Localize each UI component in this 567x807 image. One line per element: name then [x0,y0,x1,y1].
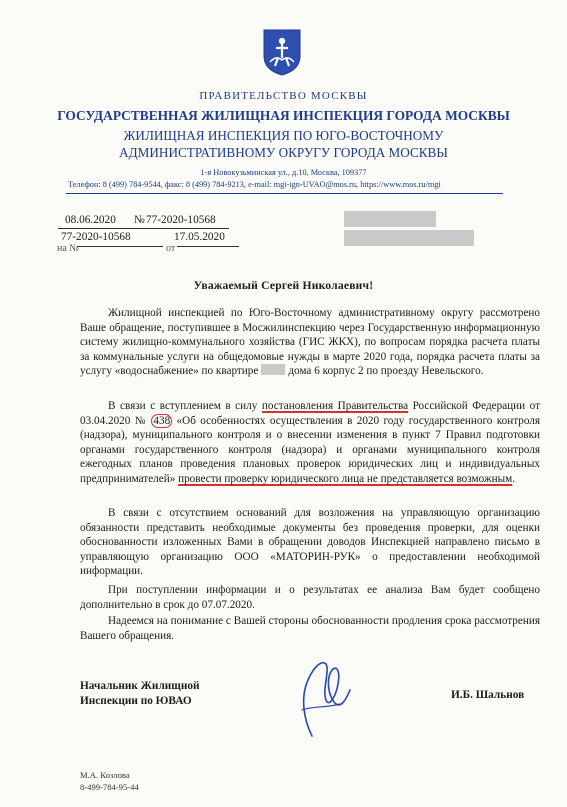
date-line [58,228,134,229]
letter-number: 77-2020-10568 [146,214,216,226]
paragraph-2-federation: Российской Федерации от 03.04.2020 № [80,400,541,427]
signatory-name: И.Б. Шальнов [451,689,525,701]
paragraph-2-title: «Об особенностях осуществления в 2020 году государственного контроля (надзора), муниципального контроля и о внесении изменения в пункт 7 Правил подготовки органами государственного контроля (надзора) и органами муниципального контроля ежегодных планов проведения плановых проверок юридических лиц и индивидуальных предпринимателей» [80,414,541,485]
paragraph-4: При поступлении информации и о результатах ее анализа Вам будет сообщено дополнительно в срок до 07.07.2020. [80,584,540,611]
salutation: Уважаемый Сергей Николаевич! [193,279,374,292]
inspection-impossible-statement: провести проверку юридического лица не представляется возможным [178,472,513,485]
paragraph-1 [80,306,540,379]
department-name-line2: АДМИНИСТРАТИВНОМУ ОКРУГУ ГОРОДА МОСКВЫ [119,145,448,160]
contacts: Телефон: 8 (499) 784-9544, факс: 8 (499) 784-9213, e-mail: mgi-ign-UVAO@mos.ru, https://www.mos.ru/mgi [68,180,441,189]
paragraph-1-text: Жилищной инспекцией по Юго-Восточному административному округу рассмотрено Ваше обращение, поступившее в Мосжилинспекцию через Государственную информационную систему жилищно-коммунального хозяйства (ГИС ЖКХ), по вопросам порядка расчета платы за коммунальные услуги на общедомовые нужды в марте 2020 года, порядка расчета платы за услугу «водоснабжение» по квартире [80,307,540,378]
government-name: ПРАВИТЕЛЬСТВО МОСКВЫ [199,90,368,102]
paragraph-3: В связи с отсутствием оснований для возложения на управляющую организацию обязанности представить необходимые документы без проведения проверки, для оценки обоснованности изложенных Вами в обращении доводов Инспекцией направлено письмо в управляющую организацию ООО «МАТОРИН-РУК» о предоставлении необходимой информации. [80,507,540,578]
paragraph-2-period: . [512,472,516,485]
department-name-line1: ЖИЛИЩНАЯ ИНСПЕКЦИЯ ПО ЮГО-ВОСТОЧНОМУ [123,128,444,143]
paragraph-2 [80,399,540,487]
city-inspection-name: ГОСУДАРСТВЕННАЯ ЖИЛИЩНАЯ ИНСПЕКЦИЯ ГОРОДА МОСКВЫ [57,108,510,123]
number-prefix: № [134,214,145,226]
resolution-reference: постановления Правительства [261,400,409,412]
redacted-apartment-number [261,364,285,375]
moscow-coat-of-arms-icon [262,28,302,76]
reply-from-label: от [166,243,176,254]
signatory-title-line2: Инспекции по ЮВАО [80,695,192,707]
reply-date: 17.05.2020 [174,231,225,243]
address: 1-я Новокузьминская ул., д.10, Москва, 109377 [200,168,367,177]
number-line [133,228,229,229]
signatory-title-line1: Начальник Жилищной [80,680,200,692]
paragraph-5: Надеемся на понимание с Вашей стороны обоснованности продления срока рассмотрения Вашего обращения. [80,615,540,642]
reply-on-label: на № [57,243,79,254]
reply-number-line [77,246,163,247]
header-divider [66,193,503,194]
letter-date: 08.06.2020 [65,214,116,226]
reply-date-line [177,246,239,247]
handwritten-signature [282,650,370,740]
redacted-recipient-name [344,211,436,227]
paragraph-2-start: В связи с вступлением в силу [108,400,258,412]
redacted-recipient-address [344,230,474,246]
paragraph-1-end: дома 6 корпус 2 по проезду Невельского. [288,365,484,378]
resolution-number: 438 [153,414,171,427]
executor-phone: 8-499-784-95-44 [80,782,139,792]
in-reply-number: 77-2020-10568 [61,231,131,243]
executor-name: М.А. Козлова [80,770,130,780]
